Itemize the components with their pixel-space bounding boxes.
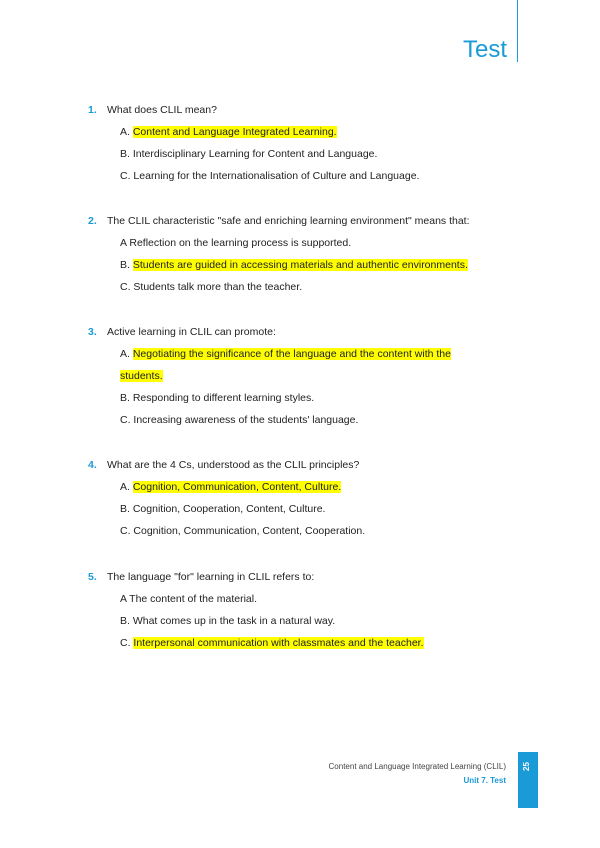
option-label: B. [120, 259, 130, 271]
option-label: A. [120, 481, 130, 493]
option-label: A [120, 593, 127, 605]
option-text-continuation: students. [120, 370, 163, 382]
option-label: B. [120, 615, 130, 627]
option-label: A. [120, 348, 130, 360]
option-label: A. [120, 126, 130, 138]
top-rule [517, 0, 518, 62]
question-number: 4. [88, 459, 97, 471]
question-number: 3. [88, 326, 97, 338]
question-3-option-b [120, 387, 314, 409]
question-3-option-c [120, 409, 358, 431]
question-text: What does CLIL mean? [107, 104, 217, 116]
question-text: Active learning in CLIL can promote: [107, 326, 276, 338]
option-text: Responding to different learning styles. [132, 392, 315, 404]
option-label: B. [120, 392, 130, 404]
question-2-option-c [120, 276, 302, 298]
question-2 [88, 215, 470, 227]
option-text: Increasing awareness of the students' language. [133, 414, 359, 426]
option-text: What comes up in the task in a natural way. [132, 615, 336, 627]
question-4-option-a [120, 476, 341, 498]
page-number: 25 [521, 762, 531, 771]
question-4-option-b [120, 498, 325, 520]
option-label: C. [120, 281, 131, 293]
option-text: Students talk more than the teacher. [133, 281, 303, 293]
option-text: Interdisciplinary Learning for Content and Language. [132, 148, 378, 160]
question-5-option-c [120, 632, 424, 654]
option-text: Reflection on the learning process is supported. [129, 237, 352, 249]
page-number-tab [518, 752, 538, 808]
question-1-option-c [120, 165, 419, 187]
option-text: Cognition, Communication, Content, Cooperation. [133, 525, 366, 537]
option-text: The content of the material. [129, 593, 257, 605]
question-1-option-a [120, 121, 337, 143]
option-label: C. [120, 414, 131, 426]
option-label: A [120, 237, 127, 249]
question-text: The language "for" learning in CLIL refers to: [107, 571, 315, 583]
question-2-option-a [120, 232, 351, 254]
footer-course-title: Content and Language Integrated Learning (CLIL) [328, 762, 506, 771]
question-4 [88, 459, 359, 471]
question-5 [88, 571, 314, 583]
question-text: The CLIL characteristic "safe and enriching learning environment" means that: [107, 215, 470, 227]
option-text: Content and Language Integrated Learning. [132, 126, 337, 138]
option-text: Students are guided in accessing materials and authentic environments. [132, 259, 468, 271]
option-text: Interpersonal communication with classmates and the teacher. [133, 637, 424, 649]
option-text: Cognition, Communication, Content, Culture. [132, 481, 342, 493]
question-3 [88, 326, 276, 338]
option-label: C. [120, 637, 131, 649]
question-number: 5. [88, 571, 97, 583]
question-1-option-b [120, 143, 377, 165]
footer-unit-label: Unit 7. Test [463, 776, 506, 785]
question-number: 2. [88, 215, 97, 227]
question-5-option-b [120, 610, 335, 632]
question-1 [88, 104, 217, 116]
question-number: 1. [88, 104, 97, 116]
question-3-option-a-continuation [120, 365, 163, 387]
option-label: B. [120, 503, 130, 515]
question-text: What are the 4 Cs, understood as the CLIL principles? [107, 459, 360, 471]
option-text: Cognition, Cooperation, Content, Culture. [132, 503, 326, 515]
option-text: Negotiating the significance of the language and the content with the [132, 348, 451, 360]
question-5-option-a [120, 588, 257, 610]
question-4-option-c [120, 520, 365, 542]
question-3-option-a [120, 343, 451, 365]
question-2-option-b [120, 254, 468, 276]
option-label: C. [120, 525, 131, 537]
option-text: Learning for the Internationalisation of Culture and Language. [133, 170, 420, 182]
option-label: B. [120, 148, 130, 160]
page-title: Test [462, 36, 507, 63]
option-label: C. [120, 170, 131, 182]
